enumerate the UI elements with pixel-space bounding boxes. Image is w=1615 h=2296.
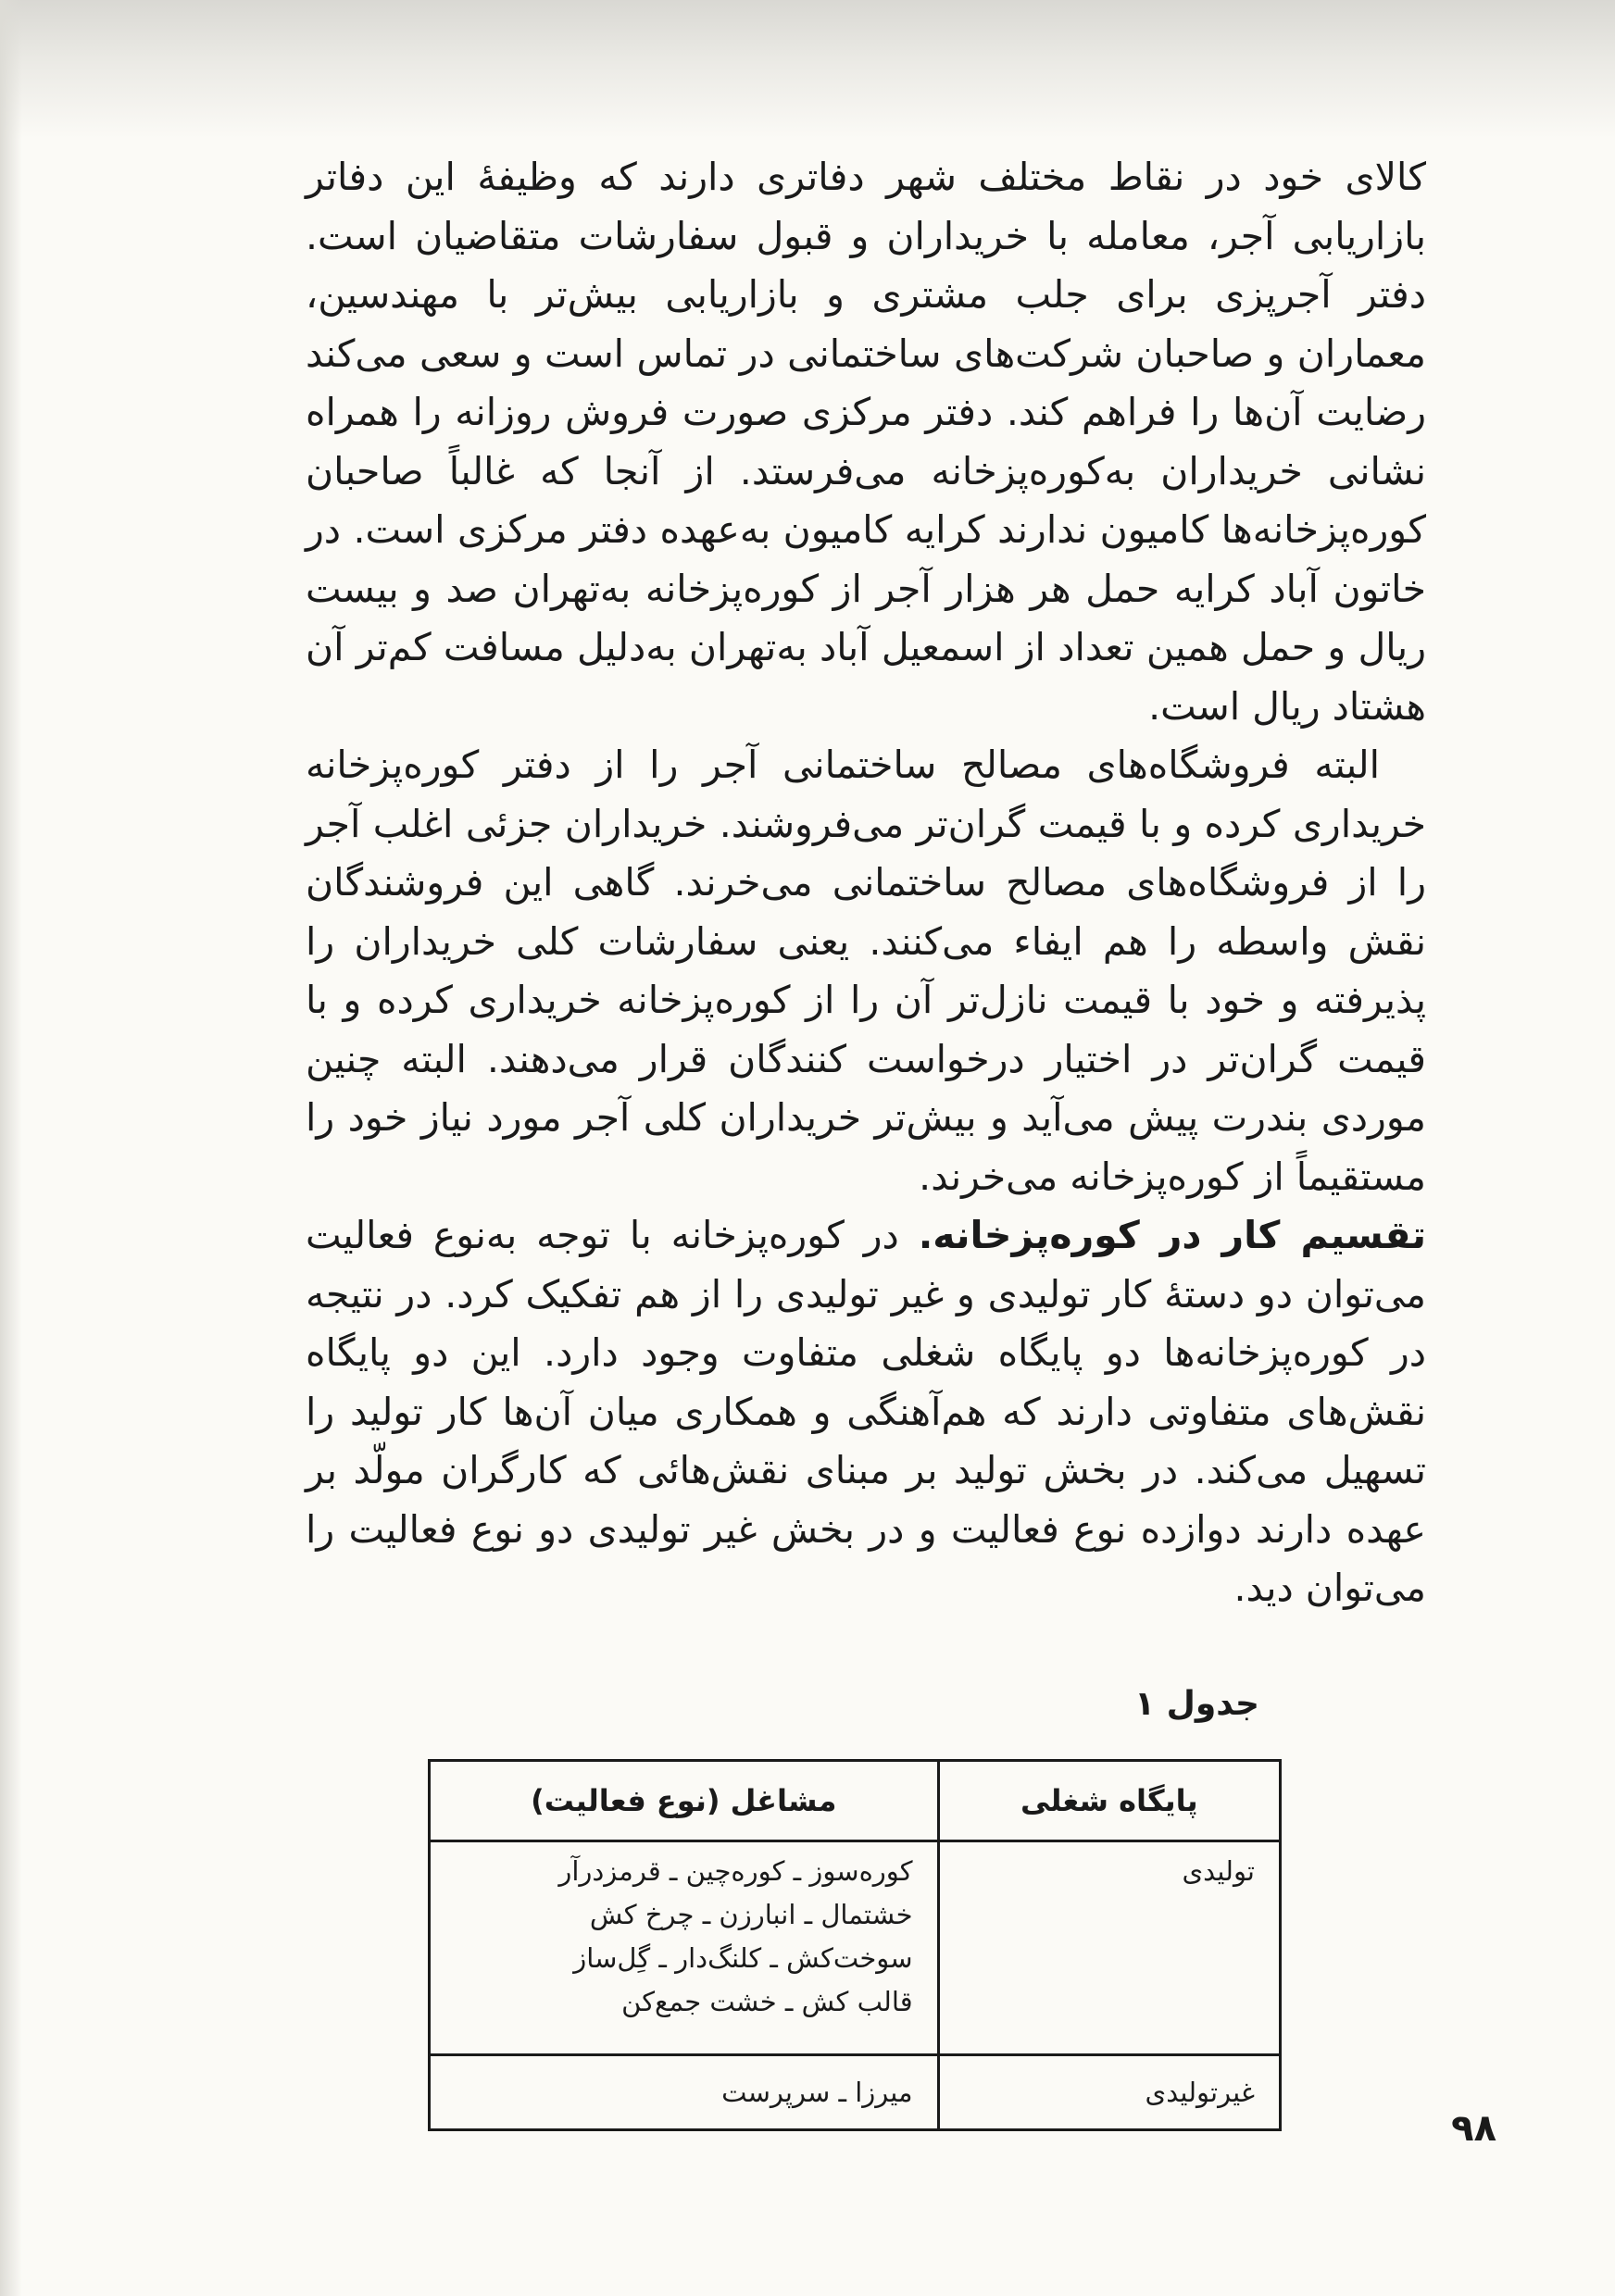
header-position: پایگاه شغلی xyxy=(938,1761,1280,1841)
table-caption: جدول ۱ xyxy=(1134,1685,1259,1723)
position-cell: غیرتولیدی xyxy=(938,2055,1280,2130)
occupation-line: سوخت‌کش ـ کلنگ‌دار ـ گِل‌ساز xyxy=(573,1942,913,1974)
occupations-cell xyxy=(430,2055,939,2130)
occupation-line: خشتمال ـ انبارزن ـ چرخ کش xyxy=(589,1899,913,1930)
table-row xyxy=(430,2055,1281,2130)
section-paragraph xyxy=(306,1206,1426,1618)
paragraph-2: البته فروشگاه‌های مصالح ساختمانی آجر را از دفتر کوره‌پزخانه خریداری کرده و با قیمت گران‌تر می‌فروشند. خریداران جزئی اغلب آجر را از فروشگاه‌های مصالح ساختمانی می‌خرند. گاهی این فروشندگان نقش واسطه را هم ایفاء می‌کنند. یعنی سفارشات کلی خریداران را پذیرفته و خود با قیمت نازل‌تر آن را از کوره‌پزخانه خریداری کرده و با قیمت گران‌تر در اختیار درخواست کنندگان قرار می‌دهند. البته چنین موردی بندرت پیش می‌آید و بیش‌تر خریداران کلی آجر مورد نیاز خود را مستقیماً از کوره‌پزخانه می‌خرند. xyxy=(306,742,1426,1199)
position-cell: تولیدی xyxy=(938,1841,1280,2055)
section-text: در کوره‌پزخانه با توجه به‌نوع فعالیت می‌توان دو دستهٔ کار تولیدی و غیر تولیدی را از هم تفکیک کرد. در نتیجه در کوره‌پزخانه‌ها دو پایگاه شغلی متفاوت وجود دارد. این دو پایگاه نقش‌های متفاوتی دارند که هم‌آهنگی و همکاری میان آن‌ها کار تولید را تسهیل می‌کند. در بخش تولید بر مبنای نقش‌هائی که کارگران مولّد بر عهده دارند دوازده نوع فعالیت و در بخش غیر تولیدی دو نوع فعالیت را می‌توان دید. xyxy=(306,1213,1426,1610)
header-occupations: مشاغل (نوع فعالیت) xyxy=(430,1761,939,1841)
table-row xyxy=(430,1841,1281,2055)
occupation-line: میرزا ـ سرپرست xyxy=(721,2076,913,2108)
page-number: ۹۸ xyxy=(1451,2107,1496,2150)
table-header-row xyxy=(430,1761,1281,1841)
body-text xyxy=(306,148,1426,1618)
page-left-shadow xyxy=(0,0,22,2296)
section-heading: تقسیم کار در کوره‌پزخانه. xyxy=(918,1213,1426,1257)
paragraph-1: کالای خود در نقاط مختلف شهر دفاتری دارند که وظیفهٔ این دفاتر بازاریابی آجر، معامله با خریداران و قبول سفارشات متقاضیان است. دفتر آجرپزی برای جلب مشتری و بازاریابی بیش‌تر با مهندسین، معماران و صاحبان شرکت‌های ساختمانی در تماس است و سعی می‌کند رضایت آن‌ها را فراهم کند. دفتر مرکزی صورت فروش روزانه را همراه نشانی خریداران به‌کوره‌پزخانه می‌فرستد. از آنجا که غالباً صاحبان کوره‌پزخانه‌ها کامیون ندارند کرایه کامیون به‌عهده دفتر مرکزی است. در خاتون آباد کرایه حمل هر هزار آجر از کوره‌پزخانه به‌تهران صد و بیست ریال و حمل همین تعداد از اسمعیل آباد به‌تهران به‌دلیل مسافت کم‌تر آن هشتاد ریال است. xyxy=(306,155,1426,729)
occupations-cell xyxy=(430,1841,939,2055)
page-top-shadow xyxy=(0,0,1615,139)
occupation-line: قالب کش ـ خشت جمع‌کن xyxy=(621,1986,913,2017)
occupation-line: کوره‌سوز ـ کوره‌چین ـ قرمزدرآر xyxy=(558,1855,913,1887)
occupations-table xyxy=(428,1759,1282,2131)
